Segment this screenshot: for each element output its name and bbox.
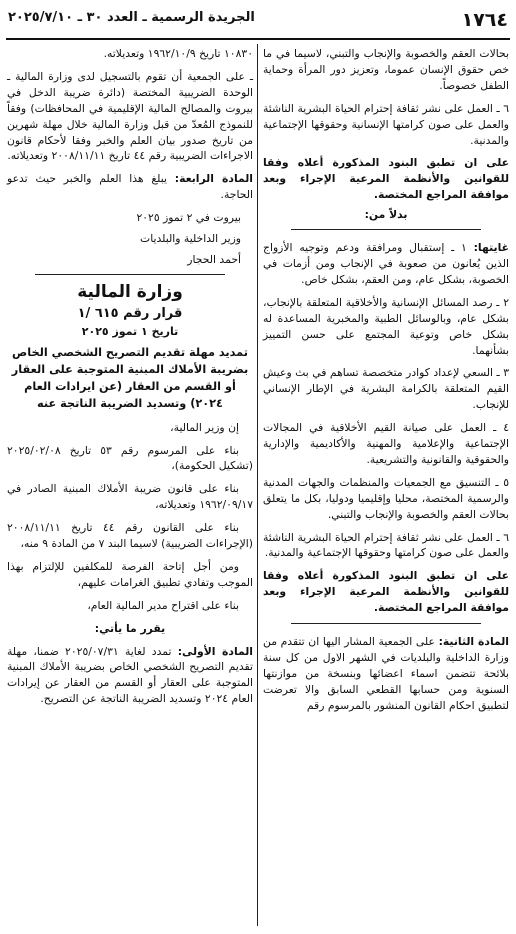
preamble-line: بناء على القانون رقم ٤٤ تاريخ ٢٠٠٨/١١/١١ (الإجراءات الضريبية) لاسيما البند ٧ من المادة ٩ منه، (7, 521, 253, 551)
page-number: ١٧٦٤ (461, 9, 508, 31)
separator (35, 274, 225, 275)
article-label: المادة الرابعة: (174, 172, 253, 186)
article-one (7, 644, 253, 708)
decides-line: يقرر ما يأتي: (94, 621, 166, 635)
aims-paragraph (263, 240, 509, 288)
clause-condition: على ان تطبق البنود المذكورة أعلاه وفقا للقوانين والأنظمة المرعية الإجراء وبعد موافقة المراجع المختصة. (263, 156, 509, 202)
article-label: المادة الثانية: (438, 635, 510, 649)
column-divider (257, 44, 258, 926)
paragraph: ٦ ـ العمل على نشر ثقافة إحترام الحياة البشرية الناشئة والعمل على صون كرامتها وحقوقها الإجتماعية والمدنية. (263, 530, 509, 560)
left-column (7, 46, 253, 714)
paragraph: بحالات العقم والخصوبة والإنجاب والتبني، لاسيما في ما خص حقوق الإنسان عموما، وتعزيز دور المرأة وحماية الطفل خصوصاً. (263, 47, 509, 92)
separator (291, 229, 481, 230)
paragraph: ٤ ـ العمل على صيانة القيم الأخلاقية في المجالات الإجتماعية والإعلامية والمهنية والأكاديمية والإدارية والحقوقية والقانونية والتشريعية. (263, 421, 509, 466)
signature-name: أحمد الحجار (187, 252, 241, 266)
article-text: يبلغ هذا العلم والخبر حيث تدعو الحاجة. (7, 172, 253, 202)
article-two (263, 634, 509, 714)
ministry-heading: وزارة المالية (77, 281, 183, 302)
header-rule (6, 38, 510, 40)
aims-text: ١ ـ إستقبال ومرافقة ودعم وتوجيه الأزواج الذين يُعانون من صعوبة في الإنجاب ومن أزمات في الخصوبة، بشكل عام، ومن العقم، بشكل خاص. (263, 241, 509, 286)
decision-date: تاريخ ١ تموز ٢٠٢٥ (81, 324, 179, 338)
gazette-title: الجريدة الرسمية ـ العدد ٣٠ ـ ٢٠٢٥/٧/١٠ (8, 10, 255, 25)
decision-number: قرار رقم ٦١٥ /١ (77, 305, 183, 321)
article-text: على الجمعية المشار اليها ان تتقدم من وزارة الداخلية والبلديات في الشهر الاول من كل سنة بلائحة تتضمن اسماء اعضائها وبنسخة من موازنتها السنوية ومن حسابها القطعي السابق والا تعرضت لتطبيق احكام القانون المنشور بالمرسوم رقم (263, 635, 509, 712)
article-four (7, 171, 253, 203)
signature-role: وزير الداخلية والبلديات (140, 232, 241, 246)
paragraph: ١٠٨٣٠ تاريخ ١٩٦٢/١٠/٩ وتعديلاته. (103, 47, 253, 60)
paragraph: ٥ ـ التنسيق مع الجمعيات والمنظمات والجهات المدنية والرسمية المختصة، محليا وإقليميا ودوليا، بكل ما يتعلق بحالات العقم والخصوبة والإنجاب والتبني. (263, 475, 509, 521)
preamble-line: بناء على اقتراح مدير المالية العام، (87, 598, 239, 612)
signature-place-date: بيروت في ٢ تموز ٢٠٢٥ (136, 211, 241, 225)
article-label: المادة الأولى: (177, 644, 254, 658)
clause-condition: على ان تطبق البنود المذكورة أعلاه وفقا للقوانين والأنظمة المرعية الإجراء وبعد موافقة المراجع المختصة. (263, 569, 509, 615)
instead-of-heading: بدلاً من: (364, 208, 408, 222)
preamble-line: بناء على المرسوم رقم ٥٣ تاريخ ٢٠٢٥/٠٢/٠٨ (تشكيل الحكومة)، (7, 443, 253, 473)
preamble-line: بناء على قانون ضريبة الأملاك المبنية الصادر في ١٩٦٢/٠٩/١٧ وتعديلاته، (7, 482, 253, 512)
paragraph: ٦ ـ العمل على نشر ثقافة إحترام الحياة البشرية الناشئة والعمل على صون كرامتها الإنسانية وحقوقها الإجتماعية والمدنية. (263, 101, 509, 147)
right-column (263, 46, 509, 721)
page-header (0, 0, 516, 40)
paragraph: ٣ ـ السعي لإعداد كوادر متخصصة تساهم في بث وعيش القيم المتعلقة بالكرامة البشرية في الإطار الإنساني للإنجاب. (263, 366, 509, 412)
paragraph: ٢ ـ رصد المسائل الإنسانية والأخلاقية المتعلقة بالإنجاب، بشكل عام، وبالوسائل الطبية والمخبرية المساعدة له بشكل خاص وتوعية المجتمع على حسن التمييز بشأنهما. (263, 295, 509, 357)
paragraph: ـ على الجمعية أن تقوم بالتسجيل لدى وزارة المالية ـ الوحدة الضريبية المختصة (دائرة ضريبة الدخل في بيروت والمصالح المالية الإقليمية في المحافظات) وفقاً للنموذج المُعدّ من قبل وزارة المالية خلال مهلة شهرين من تاريخ صدور بيان العلم والخبر وفقا لأحكام قانون الاجراءات الضريبية رقم ٤٤ تاريخ ٢٠٠٨/١١/١١ وتعديلاته. (7, 69, 253, 163)
preamble-line: ومن أجل إتاحة الفرصة للمكلفين للإلتزام بهذا الموجب وتفادي تطبيق الغرامات عليهم، (7, 559, 253, 589)
decision-title: تمديد مهلة تقديم التصريح الشخصي الخاص بضريبة الأملاك المبنية المتوجبة على العقار أو القسم من العقار (عن ايرادات العام ٢٠٢٤) وتسديد الضريبة الناتجة عنه (11, 345, 249, 410)
preamble-line: إن وزير المالية، (170, 420, 239, 434)
article-text: تمدد لغاية ٢٠٢٥/٠٧/٣١ ضمنا، مهلة تقديم التصريح الشخصي الخاص بضريبة الأملاك المبنية المتوجبة على العقار أو القسم من العقار عن إيرادات العام ٢٠٢٤ وتسديد الضريبة الناتجة عن التصريح. (7, 644, 253, 706)
separator (291, 623, 481, 624)
aims-label: غايتها: (473, 241, 509, 255)
